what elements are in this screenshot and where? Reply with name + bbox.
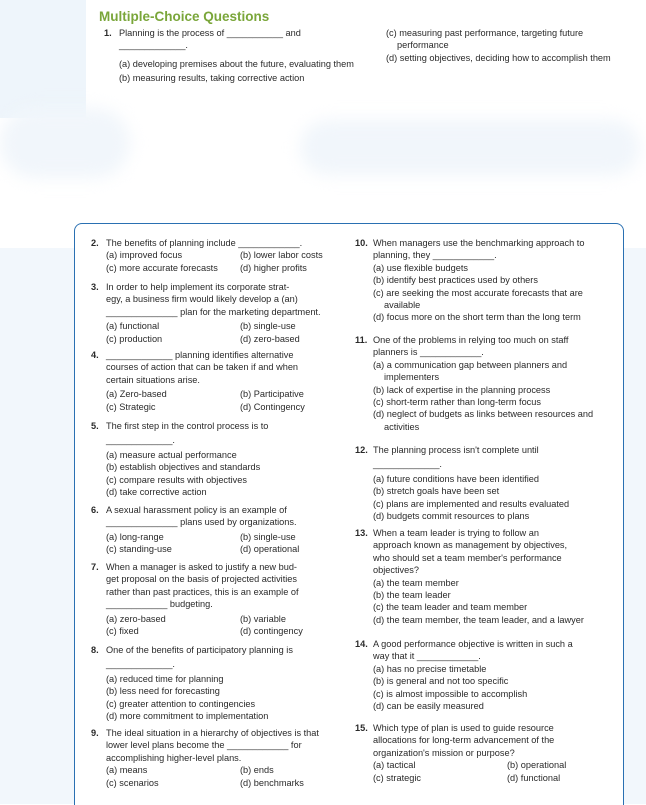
answer-option: (b) the team leader	[373, 590, 451, 601]
answer-option: (b) less need for forecasting	[106, 686, 220, 697]
question-8	[91, 644, 346, 722]
question-text: _____________.	[106, 435, 175, 446]
answer-option: (a) improved focus	[106, 250, 183, 261]
question-text: courses of action that can be taken if and when	[106, 362, 299, 373]
answer-option: (b) lower labor costs	[240, 250, 323, 261]
question-number: 6.	[91, 505, 99, 515]
answer-option: (b) is general and not too specific	[373, 676, 509, 687]
question-10	[355, 237, 615, 324]
question-number: 5.	[91, 421, 99, 431]
answer-option: (d) higher profits	[240, 262, 307, 273]
answer-option: (b) measuring results, taking corrective action	[119, 73, 305, 84]
answer-option: (b) lack of expertise in the planning process	[373, 384, 551, 395]
question-6	[91, 504, 346, 556]
answer-option: (c) compare results with objectives	[106, 474, 247, 485]
question-text: When a manager is asked to justify a new bud-	[106, 562, 297, 572]
answer-option: (c) strategic	[373, 772, 421, 783]
question-3	[91, 281, 346, 345]
question-number: 12.	[355, 445, 368, 455]
question-7	[91, 561, 346, 637]
answer-option: (b) variable	[240, 613, 286, 624]
answer-option: (d) benchmarks	[240, 777, 304, 788]
answer-option: (d) more commitment to implementation	[106, 711, 269, 722]
answer-option: (d) can be easily measured	[373, 701, 484, 712]
question-text: The planning process isn't complete until	[373, 445, 539, 455]
question-text: objectives?	[373, 565, 419, 576]
answer-option: (d) setting objectives, deciding how to accomplish them	[386, 52, 611, 63]
answer-option: (c) Strategic	[106, 401, 156, 412]
question-text: organization's mission or purpose?	[373, 747, 515, 758]
question-text: lower level plans become the ____________ for	[106, 740, 302, 751]
answer-option: (c) more accurate forecasts	[106, 262, 218, 273]
question-text: When managers use the benchmarking approach to	[373, 238, 585, 248]
question-text: The ideal situation in a hierarchy of objectives is that	[106, 728, 319, 738]
answer-option: (d) Contingency	[240, 401, 305, 412]
answer-option: (b) identify best practices used by others	[373, 275, 538, 286]
question-text: rather than past practices, this is an example of	[106, 586, 299, 597]
question-2	[91, 237, 346, 274]
section-title: Multiple-Choice Questions	[99, 9, 270, 24]
answer-option: (c) greater attention to contingencies	[106, 698, 256, 709]
question-5	[91, 420, 346, 498]
question-text: ______________ plan for the marketing department.	[106, 306, 321, 317]
question-text: ____________ budgeting.	[106, 599, 213, 610]
question-number: 4.	[91, 350, 99, 360]
question-number: 7.	[91, 562, 99, 572]
answer-option: (b) stretch goals have been set	[373, 486, 500, 497]
question-text: planners is ____________.	[373, 347, 484, 358]
question-text: The benefits of planning include ____________.	[106, 238, 303, 248]
question-number: 2.	[91, 238, 99, 248]
question-number: 13.	[355, 528, 368, 538]
answer-option: (b) single-use	[240, 321, 296, 332]
question-text: _____________.	[119, 40, 188, 51]
question-text: _____________.	[106, 659, 175, 670]
question-text: who should set a team member's performance	[373, 552, 562, 563]
answer-option: (c) short-term rather than long-term focus	[373, 397, 541, 408]
question-number: 3.	[91, 282, 99, 292]
answer-option: (a) Zero-based	[106, 389, 167, 400]
question-number: 8.	[91, 645, 99, 655]
answer-option: (c) plans are implemented and results evaluated	[373, 498, 570, 509]
answer-option: (d) neglect of budgets as links between resources and activities	[373, 409, 594, 432]
answer-option: (d) zero-based	[240, 333, 300, 344]
answer-option: (a) use flexible budgets	[373, 262, 468, 273]
question-text: Which type of plan is used to guide resource	[373, 723, 554, 733]
answer-option: (a) a communication gap between planners and implementers	[373, 359, 568, 383]
question-1-options-right	[386, 27, 616, 64]
answer-option: (d) budgets commit resources to plans	[373, 511, 530, 522]
question-text: Planning is the process of ___________ and	[119, 28, 301, 38]
answer-option: (a) long-range	[106, 531, 164, 542]
answer-option: (a) future conditions have been identified	[373, 473, 539, 484]
answer-option: (c) scenarios	[106, 777, 159, 788]
question-1	[104, 27, 354, 85]
question-text: In order to help implement its corporate strat-	[106, 282, 290, 292]
question-text: egy, a business firm would likely develop a (an)	[106, 294, 298, 305]
question-13	[355, 527, 615, 626]
answer-option: (b) establish objectives and standards	[106, 462, 261, 473]
answer-option: (d) take corrective action	[106, 487, 207, 498]
question-text: get proposal on the basis of projected activities	[106, 574, 298, 585]
answer-option: (d) contingency	[240, 626, 303, 637]
answer-option: (d) operational	[240, 544, 300, 555]
question-text: approach known as management by objectives,	[373, 540, 568, 551]
answer-option: (c) production	[106, 333, 163, 344]
question-number: 14.	[355, 639, 368, 649]
question-number: 11.	[355, 335, 368, 345]
question-text: ______________ plans used by organizations.	[106, 517, 297, 528]
question-text: _____________ planning identifies alternative	[106, 350, 294, 360]
answer-option: (a) means	[106, 765, 148, 776]
answer-option: (c) is almost impossible to accomplish	[373, 688, 528, 699]
question-14	[355, 638, 615, 712]
question-text: certain situations arise.	[106, 374, 200, 385]
answer-option: (a) zero-based	[106, 613, 166, 624]
answer-option: (a) the team member	[373, 577, 459, 588]
question-text: When a team leader is trying to follow an	[373, 528, 539, 538]
question-text: way that it ____________.	[373, 651, 481, 662]
question-text: accomplishing higher-level plans.	[106, 752, 242, 763]
question-number: 10.	[355, 238, 368, 248]
answer-option: (a) functional	[106, 321, 160, 332]
answer-option: (c) are seeking the most accurate forecasts that are available	[373, 287, 583, 311]
answer-option: (d) the team member, the team leader, and a lawyer	[373, 614, 584, 625]
question-text: A sexual harassment policy is an example of	[106, 505, 287, 515]
answer-option: (a) tactical	[373, 760, 416, 771]
question-text: The first step in the control process is to	[106, 421, 269, 431]
question-number: 1.	[104, 28, 112, 38]
scan-smudge	[300, 120, 640, 175]
question-text: A good performance objective is written in such a	[373, 639, 573, 649]
answer-option: (a) reduced time for planning	[106, 673, 224, 684]
answer-option: (c) standing-use	[106, 544, 172, 555]
question-4	[91, 349, 346, 413]
question-number: 15.	[355, 723, 368, 733]
scan-smudge	[0, 108, 130, 178]
question-11	[355, 334, 615, 433]
answer-option: (a) developing premises about the future, evaluating them	[119, 58, 354, 69]
question-15	[355, 722, 615, 784]
answer-option: (b) Participative	[240, 389, 304, 400]
answer-option: (d) focus more on the short term than the long term	[373, 312, 581, 323]
question-12	[355, 444, 615, 522]
answer-option: (b) ends	[240, 765, 274, 776]
question-9	[91, 727, 353, 789]
question-text: One of the benefits of participatory planning is	[106, 645, 293, 655]
answer-option: (b) single-use	[240, 531, 296, 542]
answer-option: (c) the team leader and team member	[373, 602, 528, 613]
answer-option: (c) measuring past performance, targeting future performance	[386, 28, 584, 51]
question-number: 9.	[91, 728, 99, 738]
question-text: One of the problems in relying too much on staff	[373, 335, 569, 345]
question-text: planning, they ____________.	[373, 250, 497, 261]
question-text: _____________.	[373, 459, 442, 470]
answer-option: (a) has no precise timetable	[373, 663, 487, 674]
answer-option: (a) measure actual performance	[106, 449, 237, 460]
answer-option: (c) fixed	[106, 626, 139, 637]
answer-option: (d) functional	[507, 772, 561, 783]
answer-option: (b) operational	[507, 760, 567, 771]
question-text: allocations for long-term advancement of the	[373, 735, 555, 746]
